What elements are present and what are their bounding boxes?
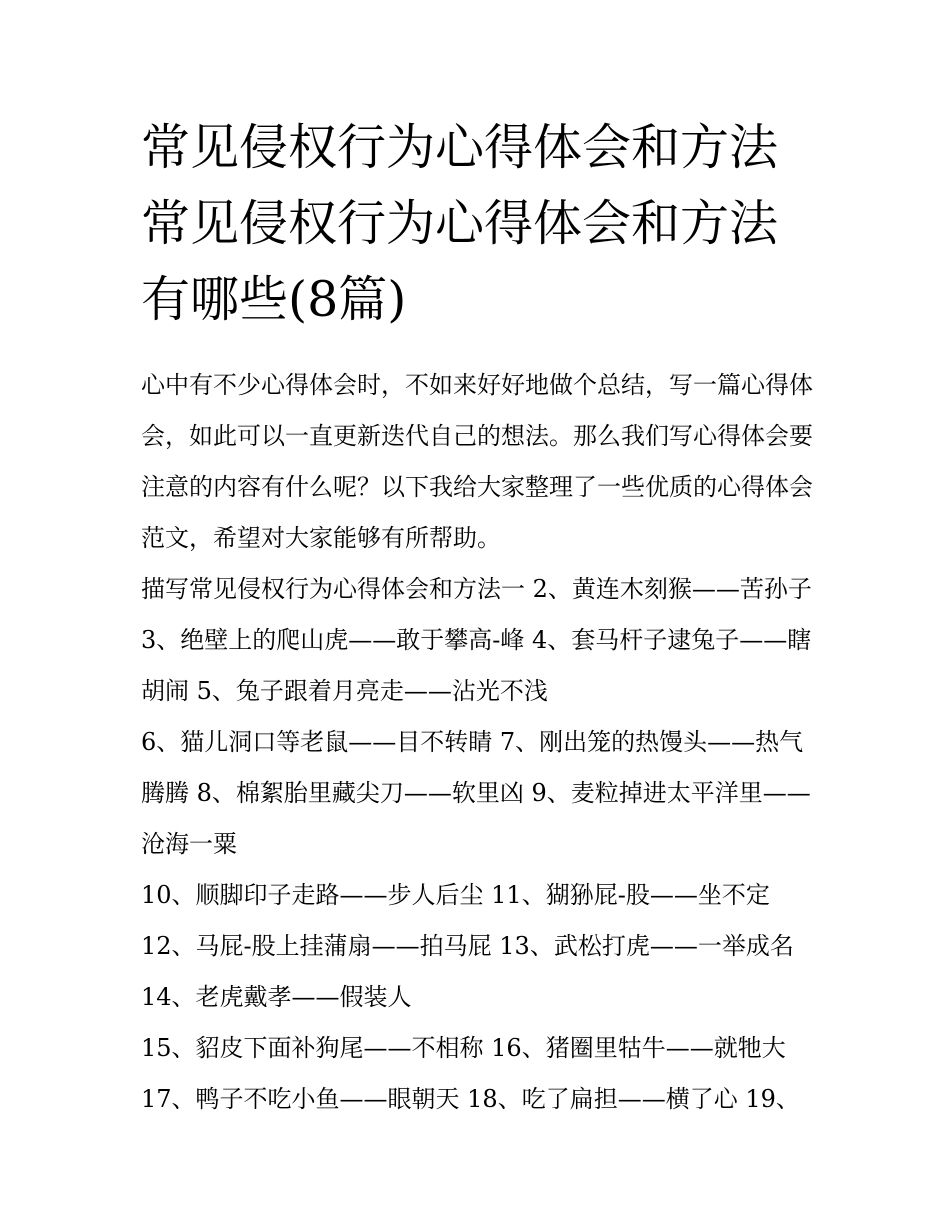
paragraph: 描写常见侵权行为心得体会和方法一 2、黄连木刻猴——苦孙子 3、绝壁上的爬山虎——敢于攀高-峰 4、套马杆子逮兔子——瞎胡闹 5、兔子跟着月亮走——沾光不浅: [141, 575, 812, 705]
paragraph: 15、貂皮下面补狗尾——不相称 16、猪圈里牯牛——就牠大: [141, 1034, 786, 1062]
paragraph: 6、猫儿洞口等老鼠——目不转睛 7、刚出笼的热馒头——热气腾腾 8、棉絮胎里藏尖刀——软里凶 9、麦粒掉进太平洋里——沧海一粟: [141, 728, 811, 858]
paragraph: 14、老虎戴孝——假装人: [141, 983, 412, 1011]
paragraph: 10、顺脚印子走路——步人后尘 11、猢狲屁-股——坐不定: [141, 881, 770, 909]
paragraph-intro: 心中有不少心得体会时，不如来好好地做个总结，写一篇心得体会，如此可以一直更新迭代自己的想法。那么我们写心得体会要注意的内容有什么呢？以下我给大家整理了一些优质的心得体会范文，希望对大家能够有所帮助。: [141, 371, 813, 552]
paragraph: 17、鸭子不吃小鱼——眼朝天 18、吃了扁担——横了心 19、: [141, 1085, 800, 1113]
document-title: 常见侵权行为心得体会和方法常见侵权行为心得体会和方法有哪些(8篇): [141, 119, 779, 328]
paragraph: 12、马屁-股上挂蒲扇——拍马屁 13、武松打虎——一举成名: [141, 932, 794, 960]
paragraph-list: [141, 360, 821, 1125]
document-body: [141, 110, 821, 1125]
